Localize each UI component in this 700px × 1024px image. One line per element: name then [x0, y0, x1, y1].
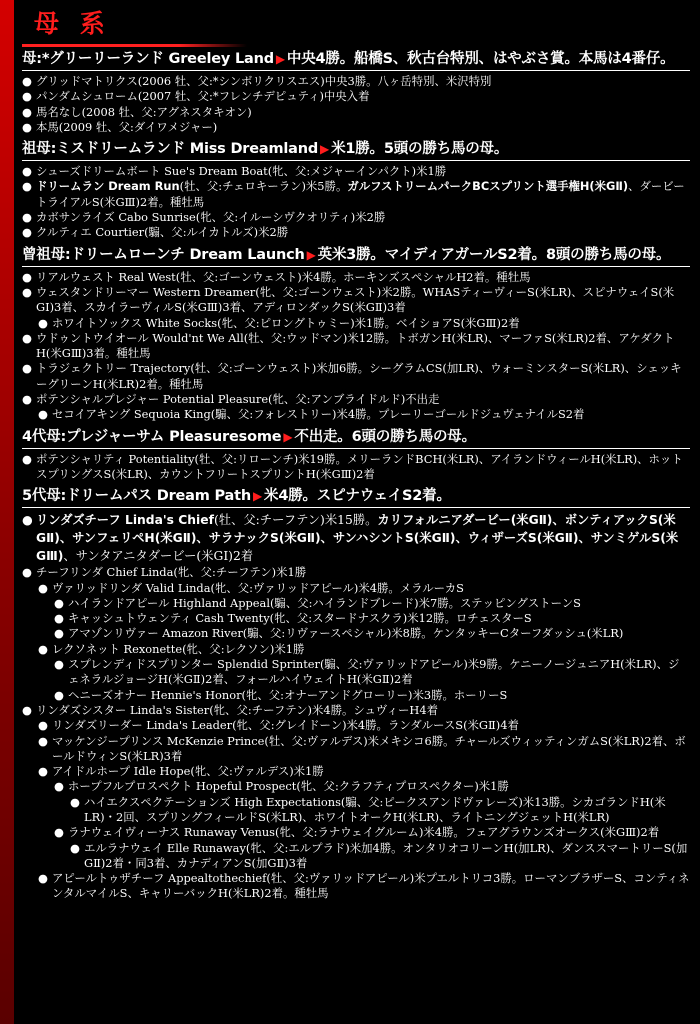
horse-entry	[22, 779, 690, 794]
section-divider	[22, 70, 690, 71]
horse-entry	[22, 764, 690, 779]
family-section	[22, 246, 690, 423]
horse-entry	[22, 179, 690, 210]
graded-race-wins: カリフォルニアダービー(米GⅡ)、ボンティアックS(米GⅡ)、サンフェリペH(米GⅡ)、サラナックS(米GⅡ)、サンハシントS(米GⅡ)、ウィザーズS(米GⅡ)、サンミゲルS(米GⅢ)	[36, 513, 679, 564]
bullet-icon: ●	[22, 361, 32, 376]
bullet-icon: ●	[54, 825, 64, 840]
bullet-icon: ●	[54, 595, 64, 610]
page-title: 母 系	[34, 9, 111, 38]
bullet-icon: ●	[22, 179, 32, 194]
arrow-icon: ▶	[283, 429, 293, 444]
bullet-icon: ●	[22, 89, 32, 104]
horse-record: トラジェクトリー Trajectory(牡、父:ゴーンウェスト)米加6勝。シーグラムCS(加LR)、ウォーミンスターS(米LR)、シェッキーグリーンH(米LR)2着。種牡馬	[36, 361, 682, 391]
horse-entry	[22, 626, 690, 641]
horse-entry	[22, 688, 690, 703]
left-accent-bar	[0, 0, 14, 1024]
horse-entry	[22, 581, 690, 596]
horse-record: ハイランドアピール Highland Appeal(騸、父:ハイランドブレード)米7勝。ステッピングストーンS	[68, 595, 581, 610]
bullet-icon: ●	[38, 718, 48, 733]
section-heading-summary: 不出走。6頭の勝ち馬の母。	[294, 428, 476, 445]
section-title-block	[22, 4, 692, 46]
horse-entry	[22, 841, 690, 872]
bullet-icon: ●	[22, 74, 32, 88]
bullet-icon: ●	[22, 210, 32, 225]
horse-entry	[22, 703, 690, 718]
section-heading-name: 曾祖母:ドリームローンチ Dream Launch	[22, 246, 305, 263]
horse-entry	[22, 225, 690, 240]
horse-record: アマゾンリヴァー Amazon River(騸、父:リヴァースペシャル)米8勝。ケンタッキーCターフダッシュ(米LR)	[68, 626, 624, 641]
horse-entry	[22, 734, 690, 765]
section-heading-summary: 中央4勝。船橋S、秋古台特別、はやぶさ賞。本馬は4番仔。	[286, 51, 675, 67]
horse-entry	[22, 825, 690, 840]
horse-record: (牡、父:チェロキーラン)米5勝。	[179, 179, 348, 194]
horse-record: クルティエ Courtier(騸、父:ルイカトルズ)米2勝	[36, 225, 289, 240]
horse-record: シューズドリームボート Sue's Dream Boat(牝、父:メジャーインパクト)米1勝	[36, 164, 447, 179]
horse-entry	[22, 452, 690, 483]
horse-record: アイドルホープ Idle Hope(牝、父:ヴァルデス)米1勝	[52, 764, 324, 779]
arrow-icon: ▶	[320, 142, 330, 157]
bullet-icon: ●	[22, 104, 32, 119]
family-section	[22, 487, 690, 902]
arrow-icon: ▶	[252, 489, 263, 504]
horse-entry	[22, 565, 690, 580]
section-heading-name: 祖母:ミスドリームランド Miss Dreamland	[22, 141, 319, 158]
bullet-icon: ●	[38, 764, 48, 779]
bullet-icon: ●	[22, 330, 32, 345]
horse-entry	[22, 120, 690, 135]
horse-record: スプレンディドスプリンター Splendid Sprinter(騸、父:ヴァリッドアピール)米9勝。ケニーノージュニアH(米LR)、ジェネラルジョージH(米GⅡ)2着、フォールハイウェイトH(米GⅡ)2着	[68, 657, 680, 687]
horse-record: ホープフルプロスペクト Hopeful Prospect(牝、父:クラフティプロスペクター)米1勝	[68, 779, 509, 794]
horse-entry	[22, 871, 690, 902]
bullet-icon: ●	[38, 641, 48, 656]
bullet-icon: ●	[38, 871, 48, 886]
section-heading	[22, 246, 690, 265]
horse-entry	[22, 105, 690, 120]
family-section	[22, 50, 690, 135]
horse-entry	[22, 210, 690, 225]
horse-record: セコイアキング Sequoia King(騸、父:フォレストリー)米4勝。プレーリーゴールドジュヴェナイルS2着	[52, 407, 585, 422]
horse-entry	[22, 316, 690, 331]
bullet-icon: ●	[22, 225, 32, 240]
horse-record: パンダムシュローム(2007 牡、父:*フレンチデピュティ)中央入着	[36, 89, 370, 104]
bullet-icon: ●	[22, 284, 32, 299]
bullet-icon: ●	[38, 580, 48, 595]
section-divider	[22, 266, 690, 267]
section-heading-summary: 英米3勝。マイディアガールS2着。8頭の勝ち馬の母。	[317, 246, 671, 263]
bullet-icon: ●	[70, 840, 80, 855]
horse-record: ウドゥントウイオール Would'nt We All(牡、父:ウッドマン)米12勝。トボガンH(米LR)、マーファS(米LR)2着、アケダクトH(米GⅢ)3着。種牡馬	[36, 330, 675, 361]
horse-record: レクソネット Rexonette(牝、父:レクソン)米1勝	[52, 641, 305, 656]
bullet-icon: ●	[54, 657, 64, 672]
bullet-icon: ●	[38, 315, 48, 330]
section-heading	[22, 140, 690, 159]
horse-entry	[22, 270, 690, 285]
bullet-icon: ●	[54, 779, 64, 794]
bullet-icon: ●	[54, 687, 64, 702]
bullet-icon: ●	[22, 513, 33, 528]
horse-entry	[22, 285, 690, 316]
bullet-icon: ●	[38, 733, 48, 748]
horse-entry	[22, 511, 690, 565]
section-heading	[22, 487, 690, 506]
horse-entry	[22, 89, 690, 104]
family-section	[22, 428, 690, 483]
horse-record-more: 、サンタアニタダービー(米GⅠ)2着	[63, 549, 254, 564]
horse-entry	[22, 164, 690, 179]
section-heading	[22, 50, 690, 69]
horse-record: グリッドマトリクス(2006 牡、父:*シンボリクリスエス)中央3勝。八ヶ岳特別、米沢特別	[36, 74, 492, 88]
title-underline	[22, 44, 247, 47]
bullet-icon: ●	[22, 702, 32, 717]
horse-entry	[22, 361, 690, 392]
horse-record: (牡、父:チーフテン)米15勝。	[213, 513, 378, 528]
bullet-icon: ●	[22, 164, 32, 179]
horse-name-bold: ドリームラン Dream Run	[36, 179, 180, 194]
bullet-icon: ●	[22, 119, 32, 134]
horse-record: ポテンシャルプレジャー Potential Pleasure(牝、父:アンブライドルド)不出走	[36, 392, 440, 407]
horse-record: ハイエクスペクテーションズ High Expectations(騸、父:ピークスアンドヴァレーズ)米13勝。シカゴランドH(米LR)・2回、スプリングフィールドS(米LR)、ホワイトオークH(米LR)、ライトニングジェットH(米LR)	[84, 794, 666, 824]
horse-entry	[22, 611, 690, 626]
horse-entry	[22, 657, 690, 688]
horse-record: チーフリンダ Chief Linda(牝、父:チーフテン)米1勝	[36, 565, 307, 580]
section-heading	[22, 428, 690, 447]
horse-record: ラナウェイヴィーナス Runaway Venus(牝、父:ラナウェイグルーム)米4勝。フェアグラウンズオークス(米GⅢ)2着	[68, 825, 660, 840]
section-heading-name: 母:*グリーリーランド Greeley Land	[22, 51, 274, 67]
section-heading-summary: 米4勝。スピナウェイS2着。	[264, 488, 451, 505]
horse-entry	[22, 331, 690, 362]
horse-record: ウェスタンドリーマー Western Dreamer(牝、父:ゴーンウェスト)米2勝。WHASティーヴィーS(米LR)、スピナウェイS(米GⅠ)3着、スカイラーヴィルS(米GⅢ)3着、アディロンダックS(米GⅡ)3着	[36, 284, 675, 315]
section-heading-name: 5代母:ドリームパス Dream Path	[22, 488, 251, 505]
bullet-icon: ●	[54, 626, 64, 641]
horse-record: ホワイトソックス White Socks(牝、父:ピロングトゥミー)米1勝。ベイショアS(米GⅢ)2着	[52, 315, 520, 330]
bullet-icon: ●	[70, 794, 80, 809]
section-divider	[22, 160, 690, 161]
bullet-icon: ●	[38, 407, 48, 422]
horse-record: キャッシュトウェンティ Cash Twenty(牝、父:スタードナスクラ)米12勝。ロチェスターS	[68, 611, 532, 626]
horse-record: リンダズリーダー Linda's Leader(牝、父:グレイドーン)米4勝。ランダルースS(米GⅡ)4着	[52, 718, 519, 733]
horse-record: ポテンシャリティ Potentiality(牡、父:リローンチ)米19勝。メリーランドBCH(米LR)、アイランドウィールH(米LR)、ホットスプリングスS(米LR)、カウントフリートスプリントH(米GⅢ)2着	[36, 451, 683, 481]
bullet-icon: ●	[22, 269, 32, 284]
horse-entry	[22, 795, 690, 826]
horse-entry	[22, 596, 690, 611]
horse-record: アピールトゥザチーフ Appealtothechief(牡、父:ヴァリッドアピール)米プエルトリコ3勝。ローマンブラザーS、コンティネンタルマイルS、キャリーバックH(米LR)2着。種牡馬	[52, 871, 690, 901]
pedigree-content	[22, 50, 690, 907]
horse-entry	[22, 392, 690, 407]
horse-record: リンダズシスター Linda's Sister(牝、父:チーフテン)米4勝。シュヴィーH4着	[36, 702, 438, 717]
graded-race-wins: ガルフストリームパークBCスプリント選手権H(米GⅡ)	[347, 179, 629, 194]
horse-entry	[22, 642, 690, 657]
bullet-icon: ●	[54, 611, 64, 626]
section-divider	[22, 507, 690, 508]
horse-entry	[22, 74, 690, 89]
horse-record: ヴァリッドリンダ Valid Linda(牝、父:ヴァリッドアピール)米4勝。メラルーカS	[52, 580, 464, 595]
horse-record: マッケンジープリンス McKenzie Prince(牡、父:ヴァルデス)米メキシコ6勝。チャールズウィッティンガムS(米LR)2着、ボールドウィンS(米LR)3着	[52, 733, 686, 763]
horse-record: 本馬(2009 牡、父:ダイワメジャー)	[36, 119, 218, 134]
horse-record: エルラナウェイ Elle Runaway(牝、父:エルプラド)米加4勝。オンタリオコリーンH(加LR)、ダンススマートリーS(加GⅡ)2着・同3着、カナディアンS(加GⅡ)3着	[84, 840, 688, 870]
horse-name-bold: リンダズチーフ Linda's Chief	[36, 513, 214, 528]
horse-entry	[22, 718, 690, 733]
horse-record: 馬名なし(2008 牡、父:アグネスタキオン)	[36, 104, 252, 119]
horse-record: リアルウェスト Real West(牡、父:ゴーンウェスト)米4勝。ホーキンズスペシャルH2着。種牡馬	[36, 269, 531, 284]
bullet-icon: ●	[22, 451, 32, 466]
arrow-icon: ▶	[306, 247, 316, 262]
section-heading-summary: 米1勝。5頭の勝ち馬の母。	[331, 141, 509, 158]
horse-record-more: 、ダービートライアルS(米GⅢ)2着。種牡馬	[36, 179, 685, 209]
bullet-icon: ●	[22, 565, 32, 580]
section-divider	[22, 448, 690, 449]
horse-record: カボサンライズ Cabo Sunrise(牝、父:イルーシヴクオリティ)米2勝	[36, 210, 386, 225]
section-heading-name: 4代母:プレジャーサム Pleasuresome	[22, 428, 282, 445]
arrow-icon: ▶	[275, 52, 285, 66]
horse-record: ヘニーズオナー Hennie's Honor(牝、父:オナーアンドグローリー)米3勝。ホーリーS	[68, 687, 508, 702]
bullet-icon: ●	[22, 392, 32, 407]
horse-entry	[22, 407, 690, 422]
family-section	[22, 140, 690, 240]
